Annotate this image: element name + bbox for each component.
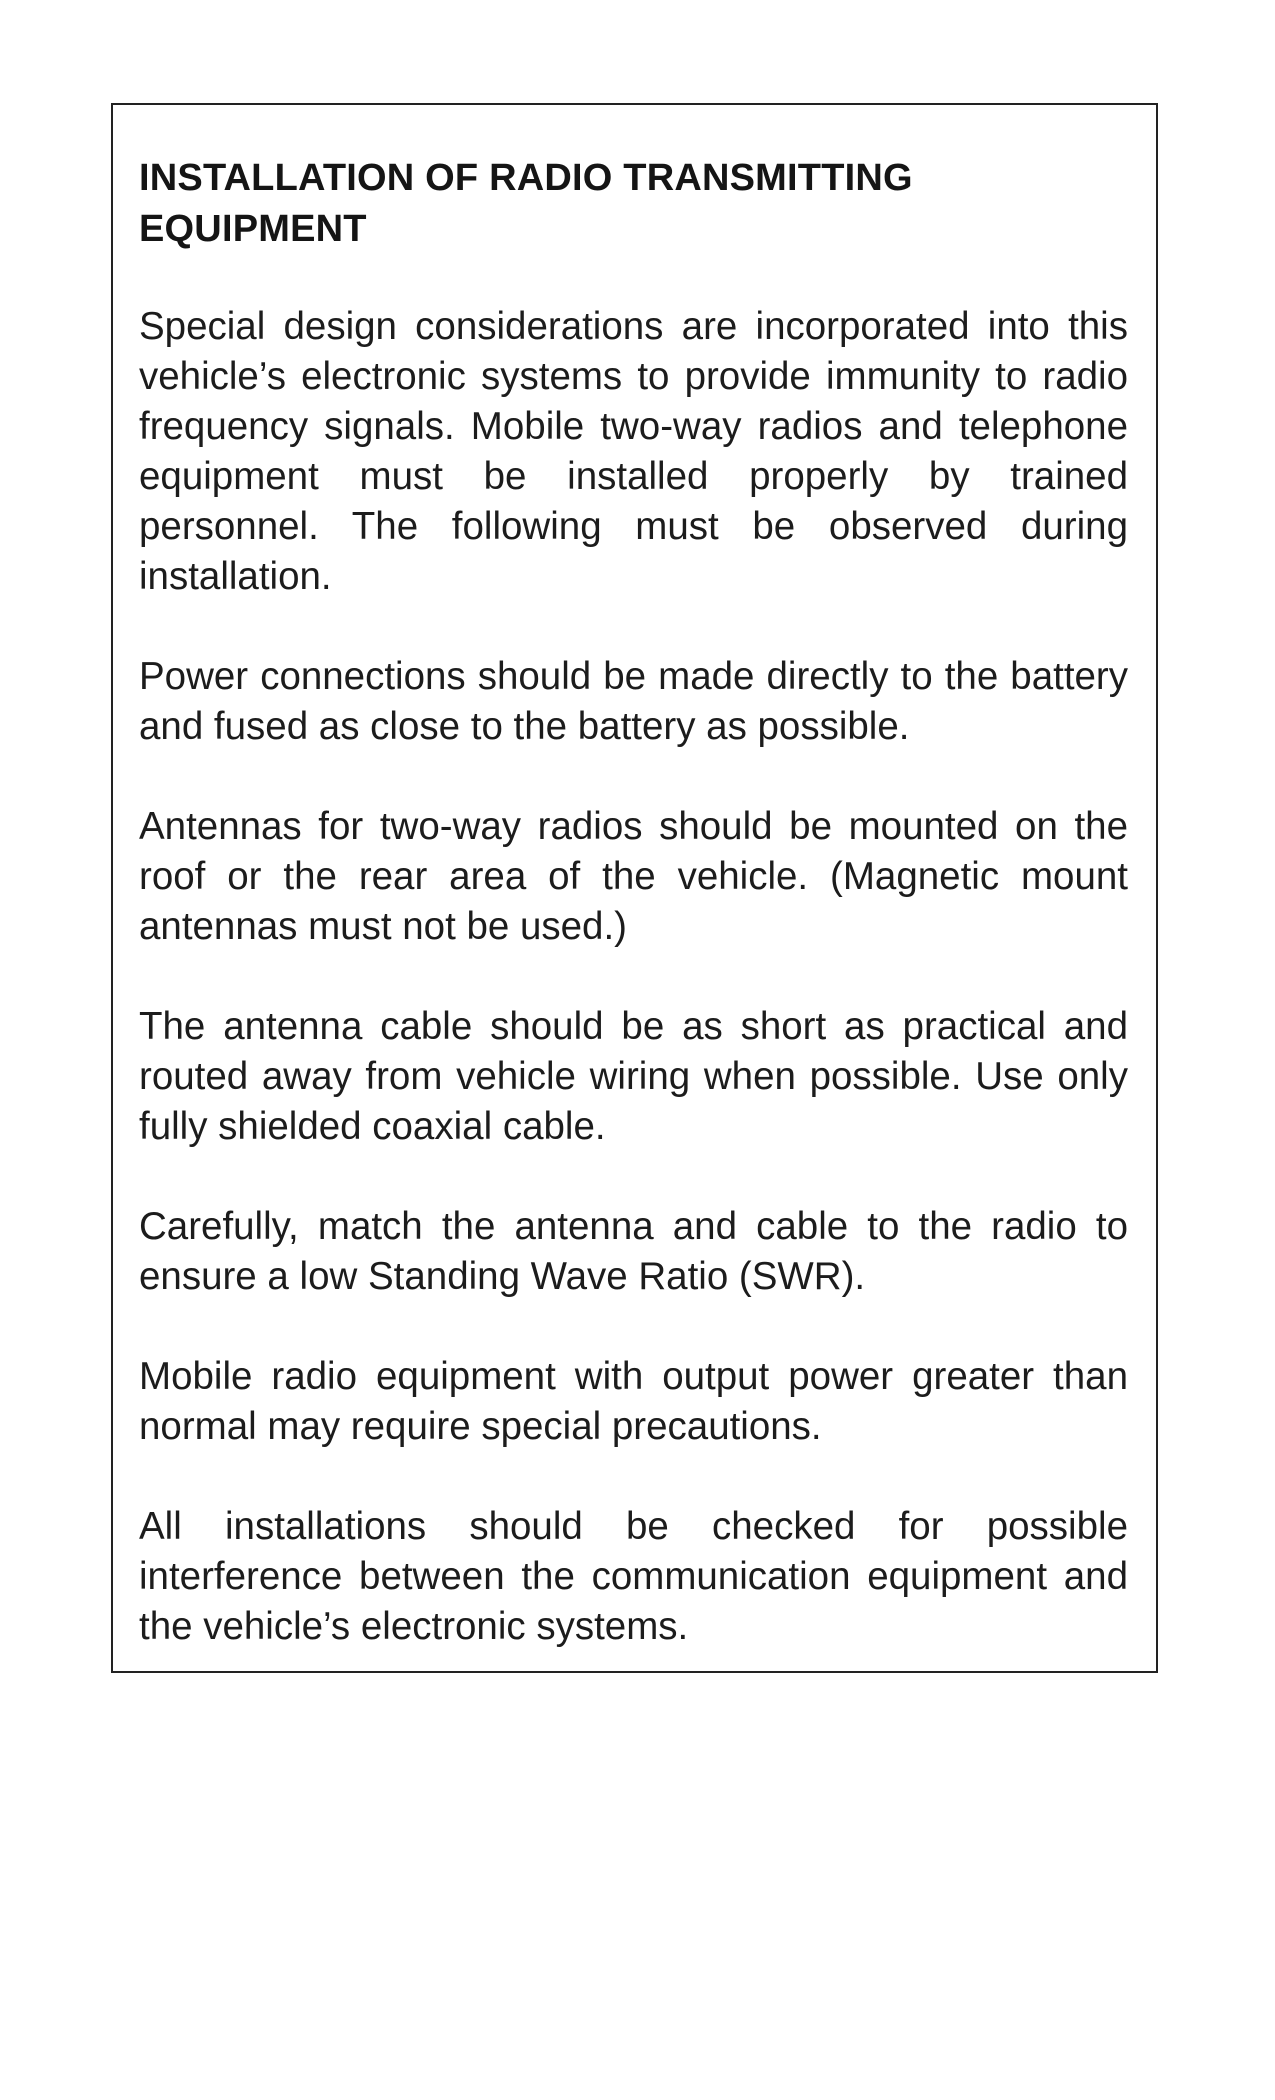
paragraph-power-connections: Power connections should be made directly to the battery and fused as close to the battery as possible.	[139, 655, 1128, 748]
paragraph-antennas: Antennas for two-way radios should be mounted on the roof or the rear area of the vehicle. (Magnetic mount antennas must not be used.)	[139, 805, 1128, 948]
paragraph-swr: Carefully, match the antenna and cable to the radio to ensure a low Standing Wave Ratio (SWR).	[139, 1205, 1128, 1298]
paragraph-antenna-cable: The antenna cable should be as short as practical and routed away from vehicle wiring when possible. Use only fully shielded coaxial cable.	[139, 1005, 1128, 1148]
paragraph-interference-check: All installations should be checked for possible interference between the communication equipment and the vehicle’s electronic systems.	[139, 1505, 1128, 1648]
paragraph-immunity: Special design considerations are incorporated into this vehicle’s electronic systems to provide immunity to radio frequency signals. Mobile two-way radios and telephone equipment must be installed properly by trained personnel. The following must be observed during installation.	[139, 305, 1128, 598]
notice-box	[111, 103, 1158, 1673]
paragraph-output-power: Mobile radio equipment with output power greater than normal may require special precautions.	[139, 1355, 1128, 1448]
notice-title: INSTALLATION OF RADIO TRANSMITTING EQUIPMENT	[139, 157, 913, 250]
